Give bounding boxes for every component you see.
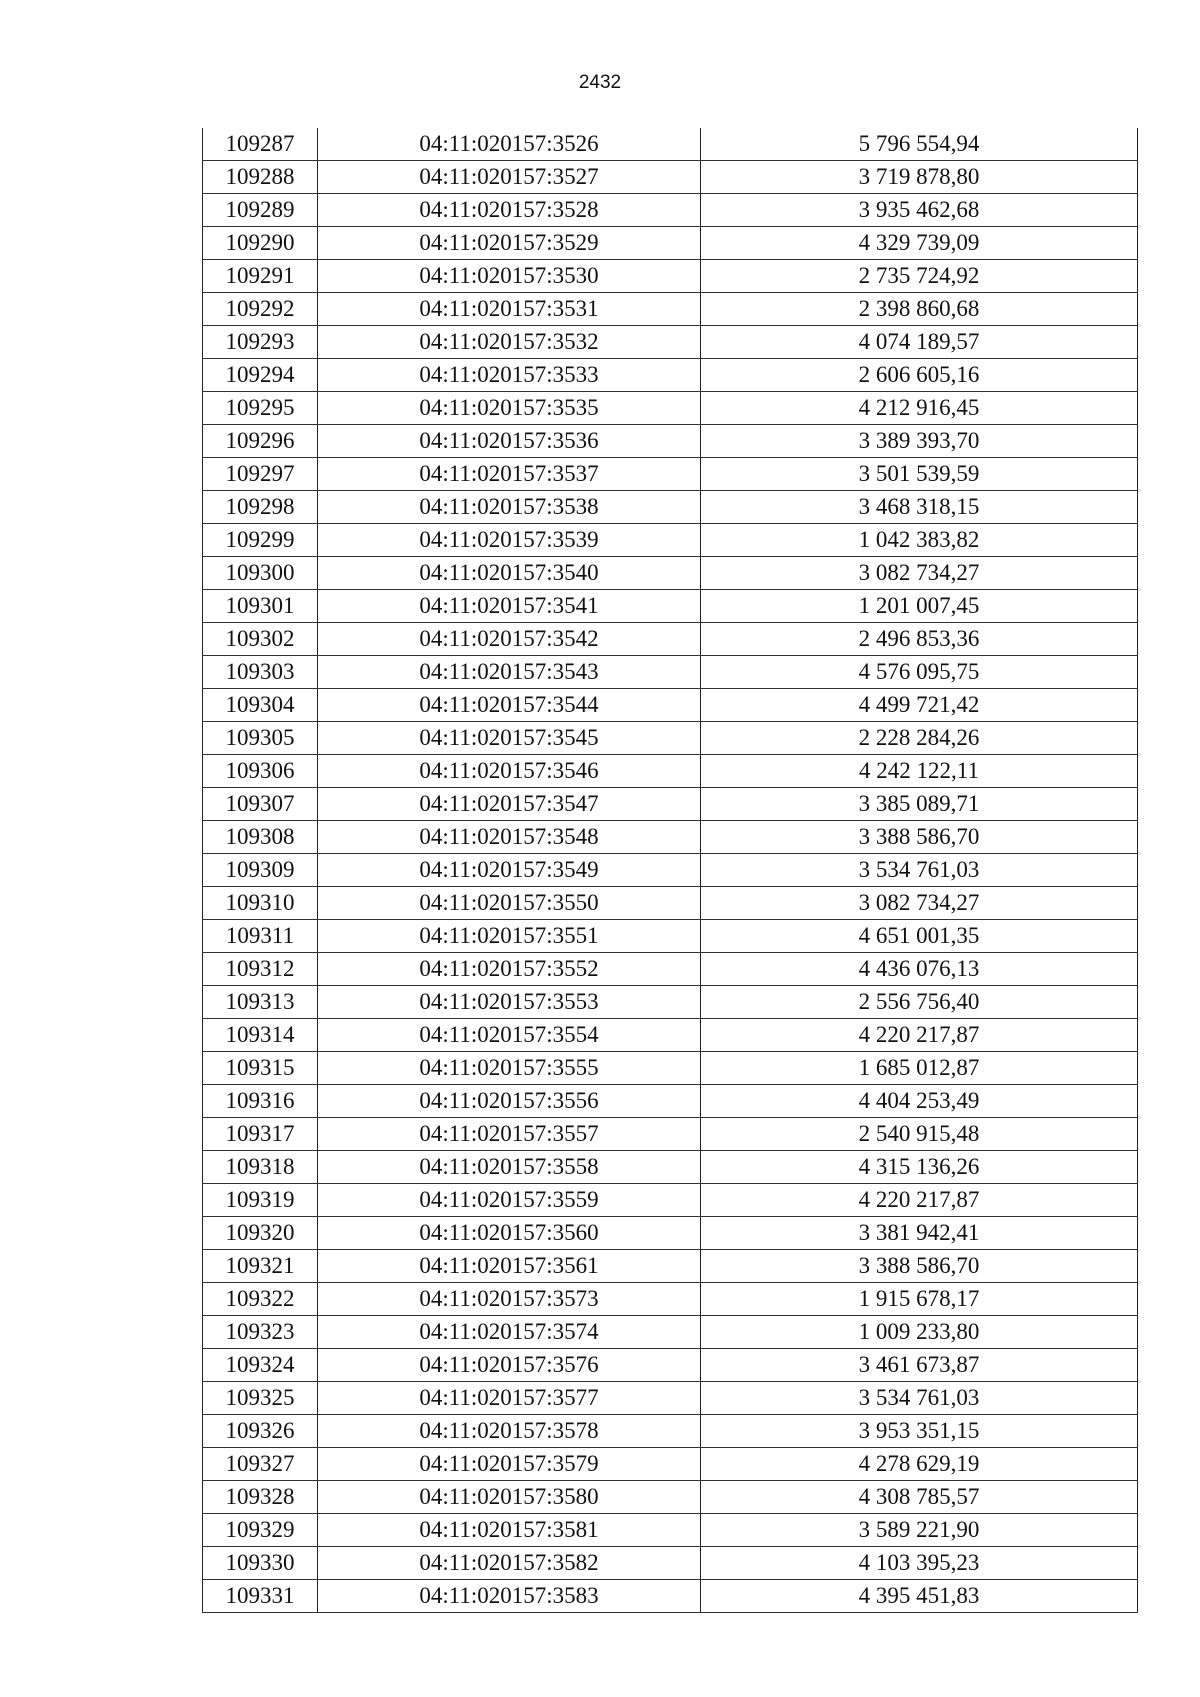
row-number-cell: 109306 — [203, 755, 318, 788]
row-number-cell: 109320 — [203, 1217, 318, 1250]
cadastral-value-cell: 4 220 217,87 — [701, 1184, 1138, 1217]
row-number-cell: 109292 — [203, 293, 318, 326]
cadastral-value-cell: 4 212 916,45 — [701, 392, 1138, 425]
cadastral-value-cell: 4 103 395,23 — [701, 1547, 1138, 1580]
row-number-cell: 109287 — [203, 128, 318, 161]
row-number-cell: 109313 — [203, 986, 318, 1019]
cadastral-number-cell: 04:11:020157:3558 — [318, 1151, 701, 1184]
cadastral-number-cell: 04:11:020157:3561 — [318, 1250, 701, 1283]
cadastral-value-cell: 3 389 393,70 — [701, 425, 1138, 458]
cadastral-value-cell: 2 228 284,26 — [701, 722, 1138, 755]
cadastral-value-cell: 5 796 554,94 — [701, 128, 1138, 161]
cadastral-number-cell: 04:11:020157:3538 — [318, 491, 701, 524]
row-number-cell: 109296 — [203, 425, 318, 458]
table-row — [203, 557, 1138, 590]
cadastral-value-cell: 3 935 462,68 — [701, 194, 1138, 227]
row-number-cell: 109331 — [203, 1580, 318, 1613]
row-number-cell: 109329 — [203, 1514, 318, 1547]
row-number-cell: 109304 — [203, 689, 318, 722]
cadastral-value-cell: 1 685 012,87 — [701, 1052, 1138, 1085]
cadastral-value-cell: 3 385 089,71 — [701, 788, 1138, 821]
cadastral-value-cell: 4 499 721,42 — [701, 689, 1138, 722]
cadastral-number-cell: 04:11:020157:3529 — [318, 227, 701, 260]
table-row — [203, 1481, 1138, 1514]
cadastral-number-cell: 04:11:020157:3549 — [318, 854, 701, 887]
cadastral-value-cell: 2 398 860,68 — [701, 293, 1138, 326]
cadastral-number-cell: 04:11:020157:3573 — [318, 1283, 701, 1316]
row-number-cell: 109310 — [203, 887, 318, 920]
table-row — [203, 1250, 1138, 1283]
row-number-cell: 109303 — [203, 656, 318, 689]
table-row — [203, 524, 1138, 557]
cadastral-number-cell: 04:11:020157:3533 — [318, 359, 701, 392]
table-row — [203, 293, 1138, 326]
table-row — [203, 1019, 1138, 1052]
row-number-cell: 109289 — [203, 194, 318, 227]
table-row — [203, 1151, 1138, 1184]
cadastral-value-cell: 3 388 586,70 — [701, 1250, 1138, 1283]
cadastral-value-cell: 1 915 678,17 — [701, 1283, 1138, 1316]
cadastral-number-cell: 04:11:020157:3528 — [318, 194, 701, 227]
cadastral-value-cell: 4 651 001,35 — [701, 920, 1138, 953]
cadastral-value-cell: 2 540 915,48 — [701, 1118, 1138, 1151]
cadastral-value-cell: 3 468 318,15 — [701, 491, 1138, 524]
cadastral-number-cell: 04:11:020157:3576 — [318, 1349, 701, 1382]
table-row — [203, 1514, 1138, 1547]
table-row — [203, 491, 1138, 524]
row-number-cell: 109302 — [203, 623, 318, 656]
row-number-cell: 109309 — [203, 854, 318, 887]
table-row — [203, 1547, 1138, 1580]
row-number-cell: 109312 — [203, 953, 318, 986]
row-number-cell: 109319 — [203, 1184, 318, 1217]
table-row — [203, 326, 1138, 359]
cadastral-value-cell: 3 461 673,87 — [701, 1349, 1138, 1382]
table-row — [203, 161, 1138, 194]
row-number-cell: 109298 — [203, 491, 318, 524]
cadastral-value-cell: 2 556 756,40 — [701, 986, 1138, 1019]
cadastral-number-cell: 04:11:020157:3539 — [318, 524, 701, 557]
page-number: 2432 — [578, 72, 622, 93]
row-number-cell: 109299 — [203, 524, 318, 557]
row-number-cell: 109297 — [203, 458, 318, 491]
row-number-cell: 109300 — [203, 557, 318, 590]
row-number-cell: 109308 — [203, 821, 318, 854]
cadastral-number-cell: 04:11:020157:3527 — [318, 161, 701, 194]
table-row — [203, 623, 1138, 656]
cadastral-number-cell: 04:11:020157:3560 — [318, 1217, 701, 1250]
cadastral-number-cell: 04:11:020157:3557 — [318, 1118, 701, 1151]
table-row — [203, 590, 1138, 623]
cadastral-number-cell: 04:11:020157:3543 — [318, 656, 701, 689]
table-row — [203, 227, 1138, 260]
table-row — [203, 887, 1138, 920]
row-number-cell: 109314 — [203, 1019, 318, 1052]
table-row — [203, 722, 1138, 755]
cadastral-value-cell: 2 606 605,16 — [701, 359, 1138, 392]
row-number-cell: 109301 — [203, 590, 318, 623]
cadastral-value-cell: 3 388 586,70 — [701, 821, 1138, 854]
table-row — [203, 1085, 1138, 1118]
table-row — [203, 260, 1138, 293]
cadastral-value-cell: 4 074 189,57 — [701, 326, 1138, 359]
cadastral-value-cell: 3 082 734,27 — [701, 557, 1138, 590]
cadastral-value-cell: 3 501 539,59 — [701, 458, 1138, 491]
cadastral-value-cell: 2 496 853,36 — [701, 623, 1138, 656]
table-row — [203, 755, 1138, 788]
cadastral-value-cell: 3 381 942,41 — [701, 1217, 1138, 1250]
row-number-cell: 109316 — [203, 1085, 318, 1118]
cadastral-number-cell: 04:11:020157:3542 — [318, 623, 701, 656]
cadastral-number-cell: 04:11:020157:3532 — [318, 326, 701, 359]
row-number-cell: 109293 — [203, 326, 318, 359]
row-number-cell: 109315 — [203, 1052, 318, 1085]
cadastral-number-cell: 04:11:020157:3582 — [318, 1547, 701, 1580]
cadastral-value-cell: 3 719 878,80 — [701, 161, 1138, 194]
cadastral-value-cell: 3 534 761,03 — [701, 1382, 1138, 1415]
table-row — [203, 1415, 1138, 1448]
cadastral-value-cell: 4 436 076,13 — [701, 953, 1138, 986]
table-row — [203, 1316, 1138, 1349]
cadastral-number-cell: 04:11:020157:3559 — [318, 1184, 701, 1217]
cadastral-number-cell: 04:11:020157:3554 — [318, 1019, 701, 1052]
table-row — [203, 1052, 1138, 1085]
table-row — [203, 458, 1138, 491]
row-number-cell: 109325 — [203, 1382, 318, 1415]
cadastral-number-cell: 04:11:020157:3537 — [318, 458, 701, 491]
cadastral-number-cell: 04:11:020157:3555 — [318, 1052, 701, 1085]
cadastral-value-cell: 4 308 785,57 — [701, 1481, 1138, 1514]
table-row — [203, 821, 1138, 854]
cadastral-value-cell: 3 953 351,15 — [701, 1415, 1138, 1448]
table-row — [203, 1349, 1138, 1382]
cadastral-number-cell: 04:11:020157:3578 — [318, 1415, 701, 1448]
cadastral-number-cell: 04:11:020157:3535 — [318, 392, 701, 425]
row-number-cell: 109322 — [203, 1283, 318, 1316]
table-row — [203, 359, 1138, 392]
table-row — [203, 1184, 1138, 1217]
cadastral-value-cell: 4 395 451,83 — [701, 1580, 1138, 1613]
table-row — [203, 953, 1138, 986]
row-number-cell: 109328 — [203, 1481, 318, 1514]
row-number-cell: 109291 — [203, 260, 318, 293]
row-number-cell: 109294 — [203, 359, 318, 392]
table-row — [203, 194, 1138, 227]
row-number-cell: 109323 — [203, 1316, 318, 1349]
cadastral-value-cell: 2 735 724,92 — [701, 260, 1138, 293]
cadastral-number-cell: 04:11:020157:3546 — [318, 755, 701, 788]
row-number-cell: 109327 — [203, 1448, 318, 1481]
cadastral-value-cell: 1 009 233,80 — [701, 1316, 1138, 1349]
cadastral-value-cell: 4 576 095,75 — [701, 656, 1138, 689]
cadastral-number-cell: 04:11:020157:3548 — [318, 821, 701, 854]
row-number-cell: 109290 — [203, 227, 318, 260]
cadastral-number-cell: 04:11:020157:3552 — [318, 953, 701, 986]
cadastral-value-cell: 3 082 734,27 — [701, 887, 1138, 920]
table-row — [203, 689, 1138, 722]
cadastral-number-cell: 04:11:020157:3536 — [318, 425, 701, 458]
table-row — [203, 425, 1138, 458]
table-row — [203, 854, 1138, 887]
cadastral-number-cell: 04:11:020157:3544 — [318, 689, 701, 722]
table-row — [203, 1217, 1138, 1250]
cadastral-value-cell: 4 242 122,11 — [701, 755, 1138, 788]
cadastral-number-cell: 04:11:020157:3579 — [318, 1448, 701, 1481]
row-number-cell: 109318 — [203, 1151, 318, 1184]
table-row — [203, 1580, 1138, 1613]
table-body — [203, 128, 1138, 1613]
cadastral-number-cell: 04:11:020157:3547 — [318, 788, 701, 821]
cadastral-number-cell: 04:11:020157:3530 — [318, 260, 701, 293]
table-row — [203, 656, 1138, 689]
cadastral-number-cell: 04:11:020157:3541 — [318, 590, 701, 623]
table-row — [203, 986, 1138, 1019]
cadastral-value-cell: 4 404 253,49 — [701, 1085, 1138, 1118]
cadastral-value-cell: 1 042 383,82 — [701, 524, 1138, 557]
cadastral-number-cell: 04:11:020157:3574 — [318, 1316, 701, 1349]
row-number-cell: 109324 — [203, 1349, 318, 1382]
row-number-cell: 109317 — [203, 1118, 318, 1151]
table-row — [203, 788, 1138, 821]
row-number-cell: 109326 — [203, 1415, 318, 1448]
row-number-cell: 109307 — [203, 788, 318, 821]
cadastral-number-cell: 04:11:020157:3553 — [318, 986, 701, 1019]
row-number-cell: 109305 — [203, 722, 318, 755]
cadastral-number-cell: 04:11:020157:3550 — [318, 887, 701, 920]
row-number-cell: 109295 — [203, 392, 318, 425]
cadastral-number-cell: 04:11:020157:3577 — [318, 1382, 701, 1415]
cadastral-value-cell: 1 201 007,45 — [701, 590, 1138, 623]
table-row — [203, 128, 1138, 161]
cadastral-value-cell: 3 534 761,03 — [701, 854, 1138, 887]
row-number-cell: 109330 — [203, 1547, 318, 1580]
table-row — [203, 1382, 1138, 1415]
cadastral-number-cell: 04:11:020157:3551 — [318, 920, 701, 953]
cadastral-number-cell: 04:11:020157:3531 — [318, 293, 701, 326]
table-row — [203, 392, 1138, 425]
cadastral-value-cell: 3 589 221,90 — [701, 1514, 1138, 1547]
row-number-cell: 109288 — [203, 161, 318, 194]
cadastral-value-cell: 4 329 739,09 — [701, 227, 1138, 260]
cadastral-value-cell: 4 315 136,26 — [701, 1151, 1138, 1184]
cadastral-value-cell: 4 278 629,19 — [701, 1448, 1138, 1481]
row-number-cell: 109321 — [203, 1250, 318, 1283]
row-number-cell: 109311 — [203, 920, 318, 953]
table-row — [203, 1448, 1138, 1481]
cadastral-number-cell: 04:11:020157:3545 — [318, 722, 701, 755]
cadastral-number-cell: 04:11:020157:3583 — [318, 1580, 701, 1613]
cadastral-number-cell: 04:11:020157:3581 — [318, 1514, 701, 1547]
cadastral-value-table — [202, 128, 1138, 1613]
cadastral-number-cell: 04:11:020157:3556 — [318, 1085, 701, 1118]
cadastral-number-cell: 04:11:020157:3540 — [318, 557, 701, 590]
table-row — [203, 1118, 1138, 1151]
cadastral-value-cell: 4 220 217,87 — [701, 1019, 1138, 1052]
table-row — [203, 920, 1138, 953]
table-row — [203, 1283, 1138, 1316]
cadastral-number-cell: 04:11:020157:3526 — [318, 128, 701, 161]
cadastral-number-cell: 04:11:020157:3580 — [318, 1481, 701, 1514]
